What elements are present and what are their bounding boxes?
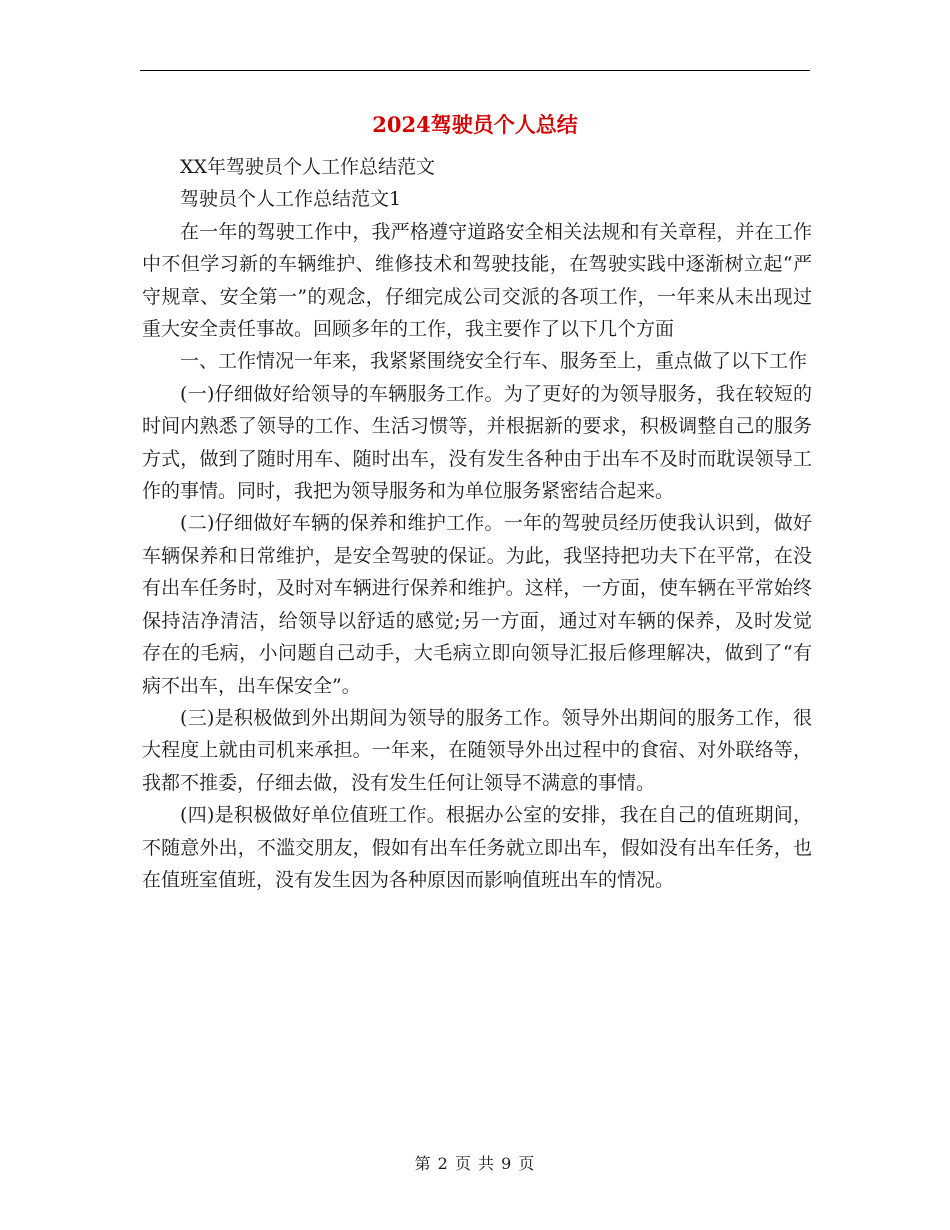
header-rule [140, 70, 810, 71]
paragraph-section-one: 一、工作情况一年来，我紧紧围绕安全行车、服务至上，重点做了以下工作 [180, 350, 808, 373]
document-body [142, 151, 812, 896]
paragraph-item-1: (一)仔细做好给领导的车辆服务工作。为了更好的为领导服务，我在较短的时间内熟悉了领导的工作、生活习惯等，并根据新的要求，积极调整自己的服务方式，做到了随时用车、随时出车，没有发生各种由于出车不及时而耽误领导工作的事情。同时，我把为领导服务和为单位服务紧密结合起来。 [142, 382, 812, 503]
paragraph-subtitle: XX年驾驶员个人工作总结范文 [180, 156, 436, 178]
paragraph-item-4: (四)是积极做好单位值班工作。根据办公室的安排，我在自己的值班期间，不随意外出，不滥交朋友，假如有出车任务就立即出车，假如没有出车任务，也在值班室值班，没有发生因为各种原因而影响值班出车的情况。 [142, 804, 812, 891]
page-number: 第 2 页 共 9 页 [414, 1154, 536, 1173]
paragraph-intro: 在一年的驾驶工作中，我严格遵守道路安全相关法规和有关章程，并在工作中不但学习新的车辆维护、维修技术和驾驶技能，在驾驶实践中逐渐树立起“严守规章、安全第一”的观念，仔细完成公司交派的各项工作，一年来从未出现过重大安全责任事故。回顾多年的工作，我主要作了以下几个方面 [142, 220, 812, 341]
document-title: 2024驾驶员个人总结 [372, 112, 578, 137]
paragraph-item-3: (三)是积极做到外出期间为领导的服务工作。领导外出期间的服务工作，很大程度上就由司机来承担。一年来，在随领导外出过程中的食宿、对外联络等，我都不推委，仔细去做，没有发生任何让领导不满意的事情。 [142, 706, 812, 794]
paragraph-item-2: (二)仔细做好车辆的保养和维护工作。一年的驾驶员经历使我认识到，做好车辆保养和日常维护，是安全驾驶的保证。为此，我坚持把功夫下在平常，在没有出车任务时，及时对车辆进行保养和维护。这样，一方面，使车辆在平常始终保持洁净清洁，给领导以舒适的感觉;另一方面，通过对车辆的保养，及时发觉存在的毛病，小问题自己动手，大毛病立即向领导汇报后修理解决，做到了“有病不出车，出车保安全”。 [142, 512, 812, 697]
paragraph-sample-heading: 驾驶员个人工作总结范文1 [180, 188, 402, 211]
